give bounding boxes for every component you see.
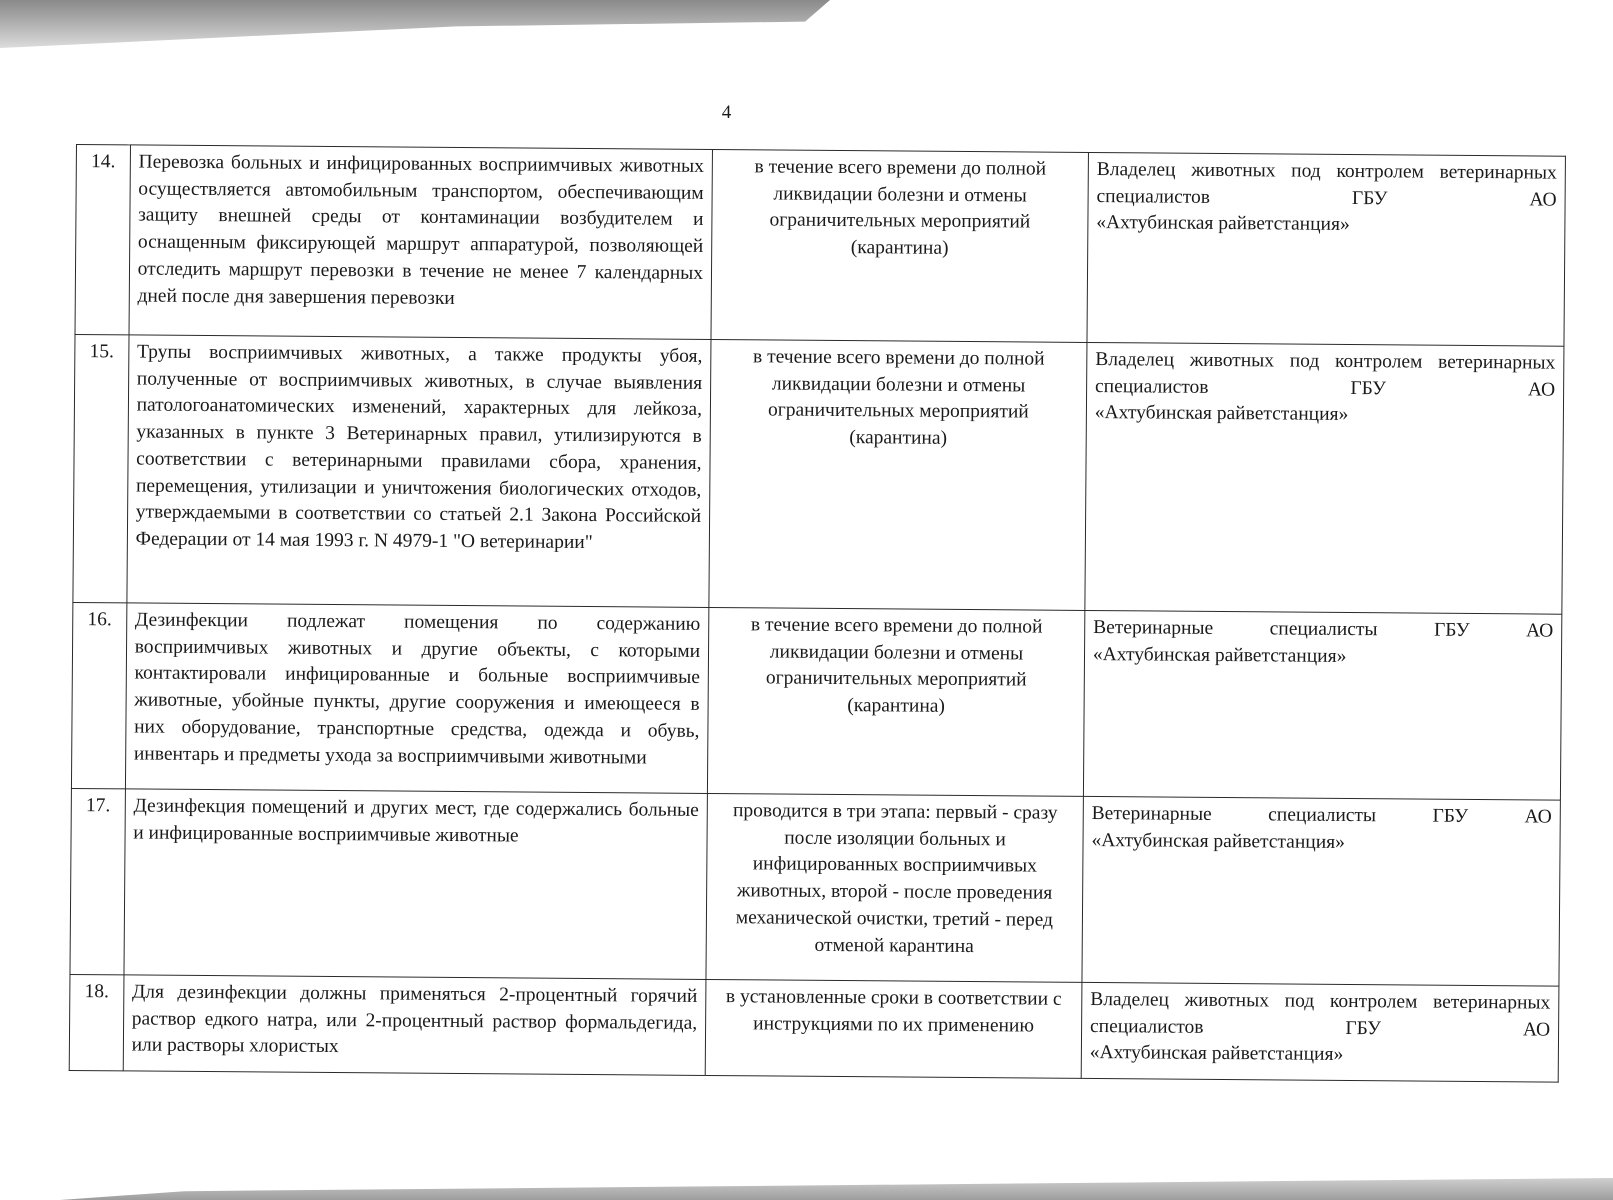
responsible-main: Ветеринарные специалисты ГБУ АО xyxy=(1093,617,1554,642)
row-number: 16. xyxy=(71,602,126,788)
responsible-party xyxy=(1083,610,1562,800)
responsible-main: Владелец животных под контролем ветеринарных специалистов ГБУ АО xyxy=(1094,349,1556,401)
row-number: 15. xyxy=(73,334,129,602)
responsible-main: Ветеринарные специалисты ГБУ АО xyxy=(1091,802,1552,828)
table-row xyxy=(69,974,1559,1082)
scan-shadow-top xyxy=(0,0,830,48)
responsible-party xyxy=(1081,982,1559,1082)
measure-term: в течение всего времени до полной ликвидации болезни и отмены ограничительных мероприятий (карантина) xyxy=(711,149,1088,342)
page-number: 4 xyxy=(721,102,732,123)
measure-description: Трупы восприимчивых животных, а также продукты убоя, полученные от восприимчивых животных, в случае выявления патологоанатомических изменений, характерных для лейкоза, указанных в пункте 3 Ветеринарных правил, утилизируются в соответствии с ветеринарными правилами сбора, хранения, перемещения, утилизации и уничтожения биологических отходов, утверждаемыми в соответствии со статьей 2.1 Закона Российской Федерации от 14 мая 1993 г. N 4979-1 "О ветеринарии" xyxy=(127,335,711,608)
measure-description: Перевозка больных и инфицированных восприимчивых животных осуществляется автомобильным транспортом, обеспечивающим защиту внешней среды от контаминации возбудителем и оснащенным фиксирующей маршрут аппаратурой, позволяющей отследить маршрут перевозки в течение не менее 7 календарных дней после дня завершения перевозки xyxy=(129,145,713,340)
row-number: 14. xyxy=(75,145,130,335)
table-row xyxy=(70,788,1560,986)
table-row xyxy=(73,334,1564,614)
responsible-party xyxy=(1082,796,1561,986)
measure-term: проводится в три этапа: первый - сразу после изоляции больных и инфицированных восприимчивых животных, второй - после проведения механической очистки, третий - перед отменой карантина xyxy=(706,793,1083,982)
measure-term: в течение всего времени до полной ликвидации болезни и отмены ограничительных мероприятий (карантина) xyxy=(707,607,1084,796)
measure-term: в течение всего времени до полной ликвидации болезни и отмены ограничительных мероприятий (карантина) xyxy=(709,339,1087,610)
responsible-main: Владелец животных под контролем ветеринарных специалистов ГБУ АО xyxy=(1096,159,1557,211)
measures-table xyxy=(69,144,1566,1083)
responsible-organization: «Ахтубинская райветстанция» xyxy=(1092,643,1347,667)
responsible-organization: «Ахтубинская райветстанция» xyxy=(1096,212,1350,236)
responsible-main: Владелец животных под контролем ветеринарных специалистов ГБУ АО xyxy=(1089,988,1551,1041)
measure-description: Для дезинфекции должны применяться 2-процентный горячий раствор едкого натра, или 2-процентный раствор формальдегида, или растворы хлористых xyxy=(123,975,706,1076)
responsible-party xyxy=(1085,342,1564,614)
responsible-organization: «Ахтубинская райветстанция» xyxy=(1094,402,1349,426)
measure-term: в установленные сроки в соответствии с инструкциями по их применению xyxy=(705,979,1082,1078)
table-row xyxy=(71,602,1561,800)
row-number: 17. xyxy=(70,788,125,974)
measure-description: Дезинфекции подлежат помещения по содержанию восприимчивых животных и другие объекты, с которыми контактировали инфицированные и больные восприимчивые животные, убойные пункты, другие сооружения и имеющееся в них оборудование, транспортные средства, одежда и обувь, инвентарь и предметы ухода за восприимчивыми животными xyxy=(125,603,709,794)
responsible-organization: «Ахтубинская райветстанция» xyxy=(1089,1042,1344,1066)
measure-description: Дезинфекция помещений и других мест, где содержались больные и инфицированные восприимчивые животные xyxy=(124,789,708,980)
responsible-party xyxy=(1087,152,1566,346)
scan-shadow-bottom xyxy=(60,1178,1613,1200)
table-row xyxy=(75,145,1565,347)
row-number: 18. xyxy=(69,974,123,1070)
responsible-organization: «Ахтубинская райветстанция» xyxy=(1091,829,1345,853)
